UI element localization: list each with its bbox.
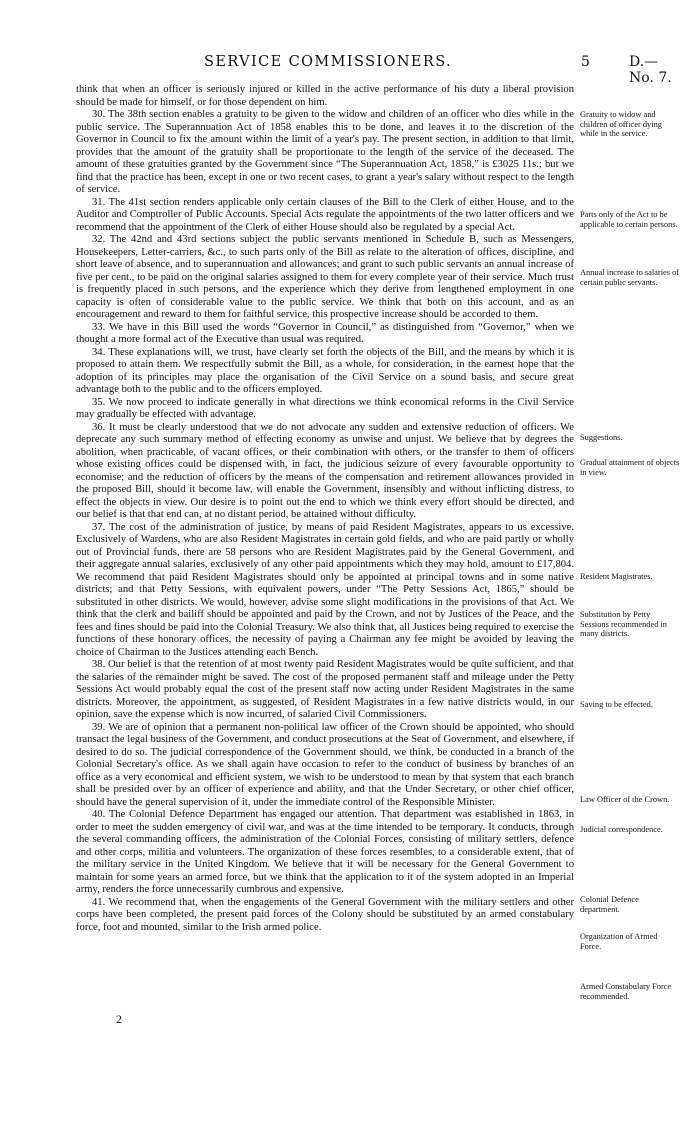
paragraph-continuation: think that when an officer is seriously injured or killed in the active performance of his duty a liberal provision should be made for himself, or for those dependent on him. [76, 84, 574, 108]
paragraph-41: 41. We recommend that, when the engagements of the General Government with the military settlers and other corps have been completed, the present paid forces of the Colony should be substituted by an armed constabulary force, foot and mounted, similar to the Irish armed police. [76, 896, 574, 933]
running-title: SERVICE COMMISSIONERS. [204, 54, 453, 70]
document-reference: D.—No. 7. [629, 54, 672, 86]
margin-note-saving: Saving to be effected. [580, 700, 653, 709]
page-header [76, 54, 676, 86]
margin-note-armed-constabulary: Armed Constabulary Force recommended. [580, 982, 672, 1001]
margin-note-suggestions: Suggestions. [580, 433, 623, 442]
page-number: 5 [581, 54, 590, 70]
margin-note-annual-increase: Annual increase to salaries of certain public servants. [580, 268, 680, 287]
paragraph-36: 36. It must be clearly understood that we do not advocate any sudden and extensive reduction of officers. We deprecate any such summary method of effecting economy as unwise and unjust. We believe that by degrees the abolition, when practicable, of vacant offices, or their combination with others, or the transfer to them of officers whose existing offices could be dispensed with, in fact, the judicious seizure of every favourable opportunity to economise; and the reduction of officers by the means of the compensation and retirement allowances provided in the proposed Bill, should it become law, will enable the Government, insensibly and without inflicting distress, to effect the objects in view. Our desire is to point out the end to which we think every effort should be directed, and our belief is that that end can, at no distant period, be attained without difficulty. [76, 421, 574, 520]
paragraph-40: 40. The Colonial Defence Department has engaged our attention. That department was established in 1863, in order to meet the sudden emergency of civil war, and was at the time intended to be temporary. It conducts, through the several commanding officers, the administration of the Colonial Forces, consisting of military settlers, defence and other corps, militia and volunteers. The organization of these forces resembles, to a considerable extent, that of the military service in the United Kingdom. We believe that it will be necessary for the General Government to maintain for some years an armed force, but we think that the application to it of the system adopted in an Imperial army, renders the force unnecessarily cumbrous and expensive. [76, 809, 574, 895]
margin-note-parts-only: Parts only of the Act to be applicable to certain persons. [580, 210, 678, 229]
paragraph-31: 31. The 41st section renders applicable only certain clauses of the Bill to the Clerk of either House, and to the Auditor and Comptroller of Public Accounts. Special Acts regulate the appointments of the two latter officers and we recommend that the appointment of the Clerk of either House should also be regulated by a special Act. [76, 196, 574, 233]
margin-note-armed-force: Organization of Armed Force. [580, 932, 658, 951]
margin-note-judicial: Judicial correspondence. [580, 825, 663, 834]
margin-note-petty-sessions: Substitution by Petty Sessions recommended in many districts. [580, 610, 667, 638]
paragraph-34: 34. These explanations will, we trust, have clearly set forth the objects of the Bill, and the means by which it is proposed to attain them. We respectfully submit the Bill, as a whole, for consideration, in the earnest hope that the adoption of its principles may place the organisation of the Civil Service on a sound basis, and secure great advantage both to the public and to the officers employed. [76, 346, 574, 395]
paragraph-32: 32. The 42nd and 43rd sections subject the public servants mentioned in Schedule B, such as Messengers, Housekeepers, Letter-carriers, &c., to such parts only of the Bill as relate to the alteration of offices, discipline, and short leave of absence, and to superannuation and allowances; and grant to such public servants an annual increase of five per cent., to be paid on the original salaries assigned to them for every complete year of their service. Much trust is frequently placed in such persons, and the experience which they derive from lengthened employment in one capacity is often of considerable value to the public service. We think that both on this account, and as an encouragement and reward to them for faithful service, this prospective increase should be accorded to them. [76, 234, 574, 320]
margin-note-gratuity: Gratuity to widow and children of officer dying while in the service. [580, 110, 662, 138]
margin-note-law-officer: Law Officer of the Crown. [580, 795, 670, 804]
body-text [76, 84, 574, 934]
margin-note-gradual: Gradual attainment of objects in view. [580, 458, 680, 477]
paragraph-37: 37. The cost of the administration of justice, by means of paid Resident Magistrates, appears to us excessive. Exclusively of Wardens, who are also Resident Magistrates in certain gold fields, and who are paid partly or wholly out of Provincial funds, there are 58 persons who are Resident Magistrates paid by the General Government, and their aggregate annual salaries, exclusively of any other paid appointments which they may hold, amount to £17,804. We recommend that paid Resident Magistrates should only be appointed at principal towns and in some native districts; and that Petty Sessions, with equivalent powers, under “The Petty Sessions Act, 1865,” should be substituted in other districts. We would, however, advise some slight modifications in the provisions of that Act. We think that the clerk and bailiff should be appointed and paid by the Crown, and not by Justices of the Peace, and the fees and fines should be paid into the Colonial Treasury. We also think that, all Justices being required to exercise the functions of these honorary offices, the necessity of paying a Chairman any fee might be avoided by leaving the choice of Chairman to the Justices attending each Bench. [76, 521, 574, 658]
margin-note-resident-magistrates: Resident Magistrates. [580, 572, 653, 581]
paragraph-38: 38. Our belief is that the retention of at most twenty paid Resident Magistrates would be quite sufficient, and that the salaries of the remainder might be saved. The cost of the proposed permanent staff and mileage under the Petty Sessions Act would probably equal the cost of the present staff now acting under Resident Magistrates in the same districts. Moreover, the appointment, as suggested, of Resident Magistrates in a few native districts would, in our opinion, save the expense which is now incurred, of salaried Civil Commissioners. [76, 659, 574, 720]
margin-note-colonial-defence: Colonial Defence department. [580, 895, 639, 914]
paragraph-33: 33. We have in this Bill used the words “Governor in Council,” as distinguished from “Governor,” when we thought a more formal act of the Executive than usual was required. [76, 321, 574, 345]
paragraph-30: 30. The 38th section enables a gratuity to be given to the widow and children of an officer who dies while in the public service. The Superannuation Act of 1858 enables this to be done, and leaves it to the discretion of the Governor in Council to fix the amount within the limit of a year's pay. The present section, in addition to that limit, provides that the amount of the gratuity shall be proportionate to the length of the service of the deceased. The amount of these gratuities granted by the Government since “The Superannuation Act, 1858,” is £3025 11s.; but we find that the practice has been, except in one or two recent cases, to grant a year's salary without respect to the length of service. [76, 109, 574, 195]
paragraph-39: 39. We are of opinion that a permanent non-political law officer of the Crown should be appointed, who should transact the legal business of the Government, and conduct prosecutions at the Seat of Government, and elsewhere, if desired to do so. The judicial correspondence of the Government should, we think, be conducted in a branch of the Colonial Secretary's office. As we shall again have occasion to refer to the conduct of business by branches of an office as a very economical and efficient system, we wish to be understood to mean by that system that each branch shall be presided over by an officer of experience and ability, and that the Under Secretary, or other chief officer, should have the general supervision of it, under the immediate control of the Responsible Minister. [76, 721, 574, 808]
paragraph-35: 35. We now proceed to indicate generally in what directions we think economical reforms in the Civil Service may gradually be effected with advantage. [76, 396, 574, 420]
signature-mark: 2 [116, 1012, 122, 1026]
